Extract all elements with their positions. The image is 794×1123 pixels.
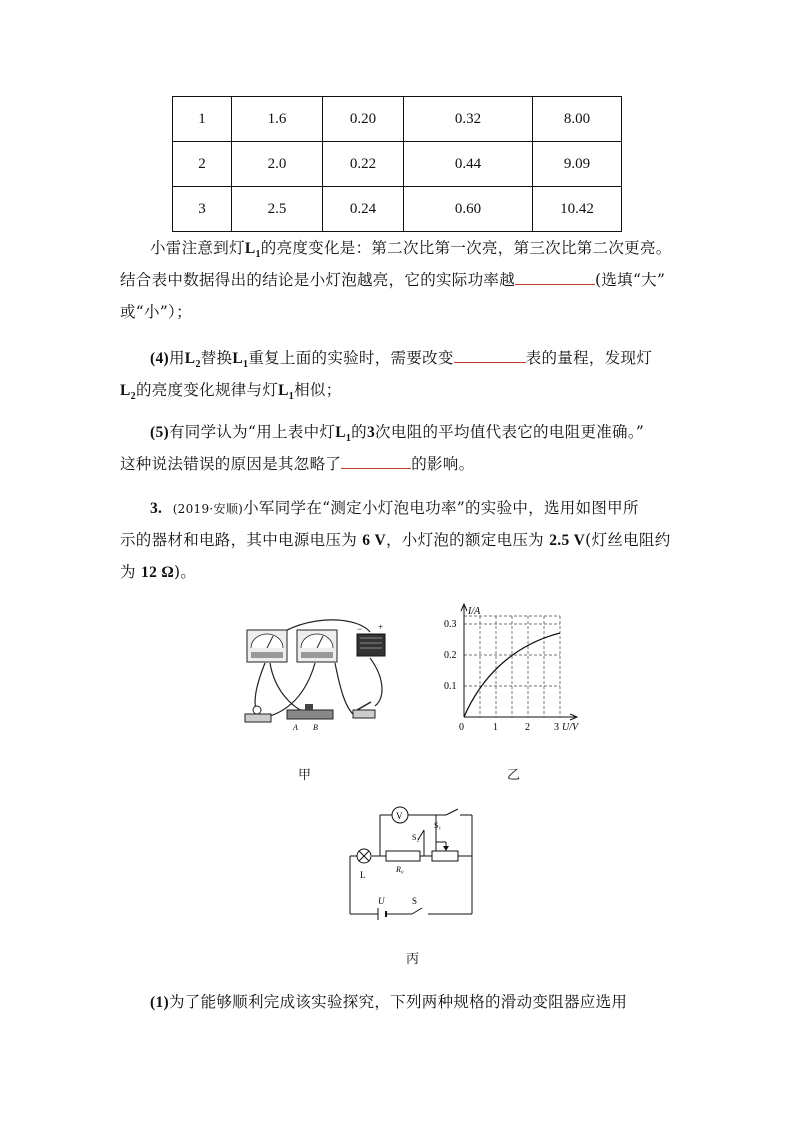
switch-icon <box>353 702 375 718</box>
battery-icon <box>357 634 385 656</box>
figure-yi-caption: 乙 <box>507 768 521 783</box>
minus-label: − <box>357 624 363 634</box>
y-tick-label: 0.2 <box>444 650 457 661</box>
lamp-icon <box>245 706 271 722</box>
answer-blank[interactable] <box>515 268 595 285</box>
voltmeter-label: V <box>396 811 403 821</box>
question-5-line-2: 这种说法错误的原因是其忽略了 的影响。 <box>120 448 474 480</box>
data-table <box>172 96 622 232</box>
table-cell: 0.44 <box>404 142 533 187</box>
ammeter-icon <box>247 630 287 662</box>
iu-graph <box>440 600 590 740</box>
lamp-symbol <box>357 849 371 863</box>
table-cell: 1 <box>173 97 232 142</box>
figure-bing-caption: 丙 <box>406 952 420 967</box>
table-row <box>173 97 622 142</box>
table-cell: 2 <box>173 142 232 187</box>
table-cell: 0.60 <box>404 187 533 232</box>
s2-label: S₂ <box>412 833 420 842</box>
table-cell: 0.20 <box>323 97 404 142</box>
x-tick-label: 2 <box>525 722 530 733</box>
question-4-line-1: (4)用$L_2$替换$L_1$重复上面的实验时，需要改变 表的量程，发现灯 <box>150 342 652 381</box>
lamp-label: L <box>360 870 366 880</box>
iu-curve <box>464 633 560 717</box>
y-tick-label: 0.1 <box>444 681 457 692</box>
source-label: U <box>378 896 385 906</box>
brightness-line-1: 小雷注意到灯$L_1$的亮度变化是：第二次比第一次亮，第三次比第二次更亮。 <box>150 239 672 261</box>
x-axis-label: U/V <box>562 722 579 733</box>
brightness-line-3: 或“小”）； <box>120 303 192 321</box>
figure-jia-caption: 甲 <box>298 768 312 783</box>
brightness-line-2: 结合表中数据得出的结论是小灯泡越亮，它的实际功率越 (选填“大” <box>120 264 665 296</box>
circuit-diagram <box>340 800 485 920</box>
table-cell: 3 <box>173 187 232 232</box>
answer-blank[interactable] <box>341 452 411 469</box>
table-row <box>173 187 622 232</box>
y-axis-label: I/A <box>468 606 481 617</box>
x-tick-label: 3 <box>554 722 559 733</box>
x-tick-label: 0 <box>459 722 464 733</box>
table-cell: 2.0 <box>232 142 323 187</box>
question-5-line-1: (5)有同学认为“用上表中灯$L_1$的3次电阻的平均值代表它的电阻更准确。” <box>150 423 645 445</box>
voltmeter-icon <box>297 630 337 662</box>
r0-label: R₀ <box>396 865 404 874</box>
r0-resistor <box>386 851 420 861</box>
apparatus-figure <box>235 618 395 733</box>
table-cell: 0.32 <box>404 97 533 142</box>
table-cell: 0.24 <box>323 187 404 232</box>
question-3-line-2: 示的器材和电路，其中电源电压为 6 V，小灯泡的额定电压为 2.5 V(灯丝电阻约 <box>120 531 671 549</box>
table-cell: 2.5 <box>232 187 323 232</box>
question-3-line-3: 为 12 Ω)。 <box>120 563 197 581</box>
table-cell: 8.00 <box>533 97 622 142</box>
terminal-b-label: B <box>313 723 318 732</box>
plus-label: + <box>378 622 384 632</box>
table-cell: 0.22 <box>323 142 404 187</box>
table-cell: 9.09 <box>533 142 622 187</box>
question-3-line-1: 3. (2019·安顺)小军同学在“测定小灯泡电功率”的实验中，选用如图甲所 <box>150 499 639 517</box>
table-cell: 1.6 <box>232 97 323 142</box>
terminal-a-label: A <box>293 723 298 732</box>
switch-label: S <box>412 896 418 906</box>
question-1-line: (1)为了能够顺利完成该实验探究，下列两种规格的滑动变阻器应选用 <box>150 993 628 1011</box>
s1-label: S₁ <box>434 821 442 830</box>
x-tick-label: 1 <box>493 722 498 733</box>
y-tick-label: 0.3 <box>444 619 457 630</box>
question-4-line-2: $L_2$的亮度变化规律与灯$L_1$相似； <box>120 381 342 403</box>
answer-blank[interactable] <box>454 346 526 363</box>
table-row <box>173 142 622 187</box>
table-cell: 10.42 <box>533 187 622 232</box>
rheostat-symbol <box>432 851 458 861</box>
battery-symbol <box>378 908 386 920</box>
